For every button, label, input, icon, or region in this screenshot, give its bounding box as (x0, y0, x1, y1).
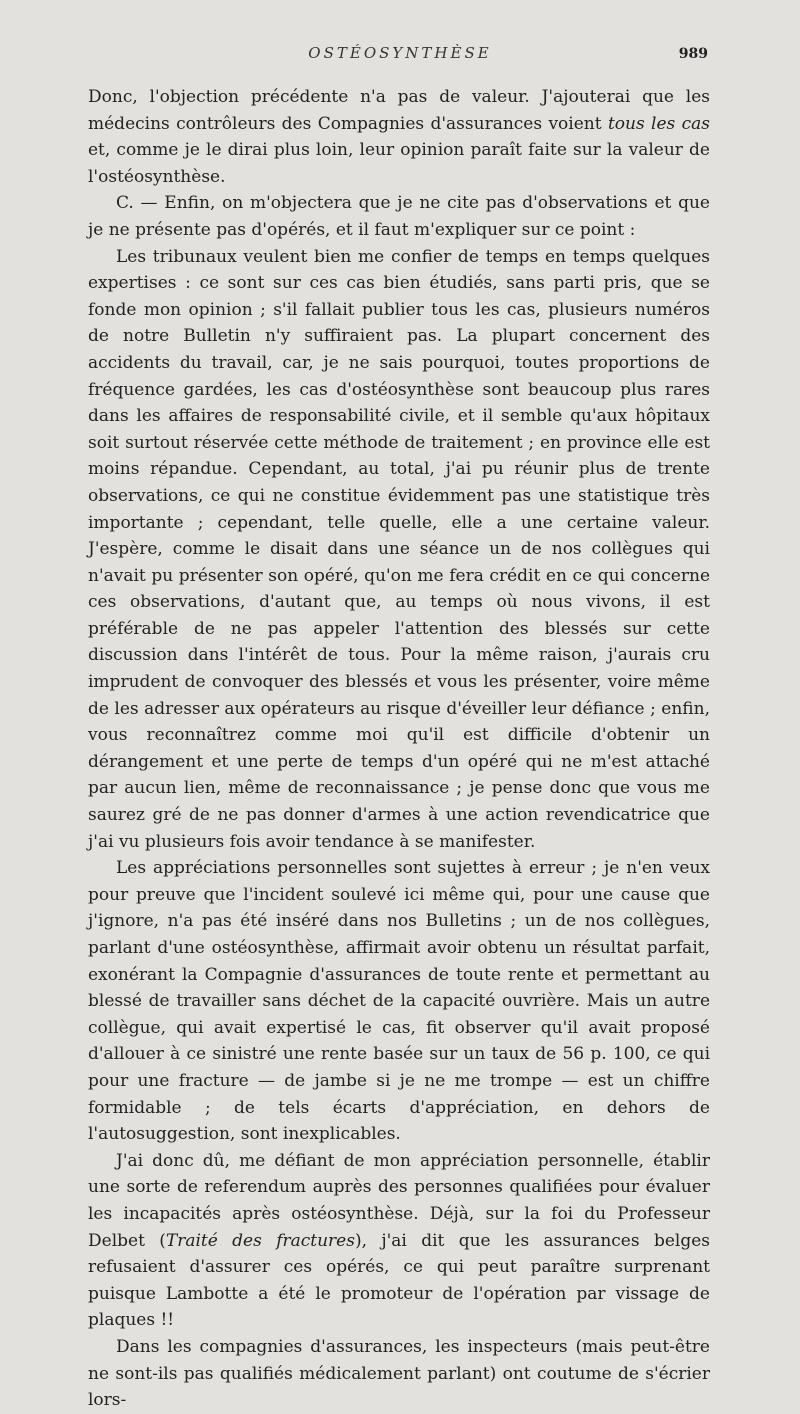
running-title: OSTÉOSYNTHÈSE (308, 44, 492, 62)
text-run: Les tribunaux veulent bien me confier de temps en temps quelques expertises : ce sont sur ces cas bien étudiés, sans parti pris, que se fonde mon opinion ; s'il fallait publier tous les cas, plusieurs numéros de notre Bulletin n'y suffiraient pas. La plupart concernent des accidents du travail, car, je ne sais pourquoi, toutes proportions de fréquence gardées, les cas d'ostéosynthèse sont beaucoup plus rares dans les affaires de responsabilité civile, et il semble qu'aux hôpitaux soit surtout réservée cette méthode de traitement ; en province elle est moins répandue. Cependant, au total, j'ai pu réunir plus de trente observations, ce qui ne constitue évidemment pas une statistique très importante ; cependant, telle quelle, elle a une certaine valeur. J'espère, comme le disait dans une séance un de nos collègues qui n'avait pu présenter son opéré, qu'on me fera crédit en ce qui concerne ces observations, d'autant que, au temps où nous vivons, il est préférable de ne pas appeler l'attention des blessés sur cette discussion dans l'intérêt de tous. Pour la même raison, j'aurais cru imprudent de convoquer des blessés et vous les présenter, voire même de les adresser aux opérateurs au risque d'éveiller leur défiance ; enfin, vous reconnaîtrez comme moi qu'il est difficile d'obtenir un dérangement et une perte de temps d'un opéré qui ne m'est attaché par aucun lien, même de reconnaissance ; je pense donc que vous me saurez gré de ne pas donner d'armes à une action revendicatrice que j'ai vu plusieurs fois avoir tendance à se manifester. (88, 246, 710, 852)
paragraph-6 (88, 1334, 710, 1414)
text-run-italic: tous les cas (607, 113, 710, 134)
text-run: Donc, l'objection précédente n'a pas de valeur. J'ajouterai que les médecins contrôleurs des Compagnies d'assurances voient (88, 87, 710, 134)
paragraph-4 (88, 855, 710, 1148)
text-run: ), j'ai dit que les assurances belges refusaient d'assurer ces opérés, ce qui peut paraître surprenant puisque Lambotte a été le promoteur de l'opération par vissage de plaques !! (88, 1230, 710, 1331)
paragraph-5 (88, 1148, 710, 1334)
text-run: C. — Enfin, on m'objectera que je ne cite pas d'observations et que je ne présente pas d'opérés, et il faut m'expliquer sur ce point : (88, 193, 710, 240)
text-run: Dans les compagnies d'assurances, les inspecteurs (mais peut-être ne sont-ils pas qualifiés médicalement parlant) ont coutume de s'écrier lors- (88, 1336, 710, 1411)
paragraph-1 (88, 84, 710, 190)
page-number: 989 (678, 46, 708, 62)
text-run: J'ai donc dû, me défiant de mon appréciation personnelle, établir une sorte de referendum auprès des personnes qualifiées pour évaluer les incapacités après ostéosynthèse. Déjà, sur la foi du Professeur Delbet ( (88, 1150, 710, 1251)
body-text (88, 84, 710, 1414)
text-run-italic: Traité des fractures (165, 1230, 355, 1251)
text-run: et, comme je le dirai plus loin, leur opinion paraît faite sur la valeur de l'ostéosynthèse. (88, 140, 710, 187)
paragraph-3 (88, 244, 710, 856)
paragraph-2 (88, 190, 710, 243)
page-header (0, 44, 800, 66)
text-run: Les appréciations personnelles sont sujettes à erreur ; je n'en veux pour preuve que l'incident soulevé ici même qui, pour une cause que j'ignore, n'a pas été inséré dans nos Bulletins ; un de nos collègues, parlant d'une ostéosynthèse, affirmait avoir obtenu un résultat parfait, exonérant la Compagnie d'assurances de toute rente et permettant au blessé de travailler sans déchet de la capacité ouvrière. Mais un autre collègue, qui avait expertisé le cas, fit observer qu'il avait proposé d'allouer à ce sinistré une rente basée sur un taux de 56 p. 100, ce qui pour une fracture — de jambe si je ne me trompe — est un chiffre formidable ; de tels écarts d'appréciation, en dehors de l'autosuggestion, sont inexplicables. (88, 858, 710, 1145)
